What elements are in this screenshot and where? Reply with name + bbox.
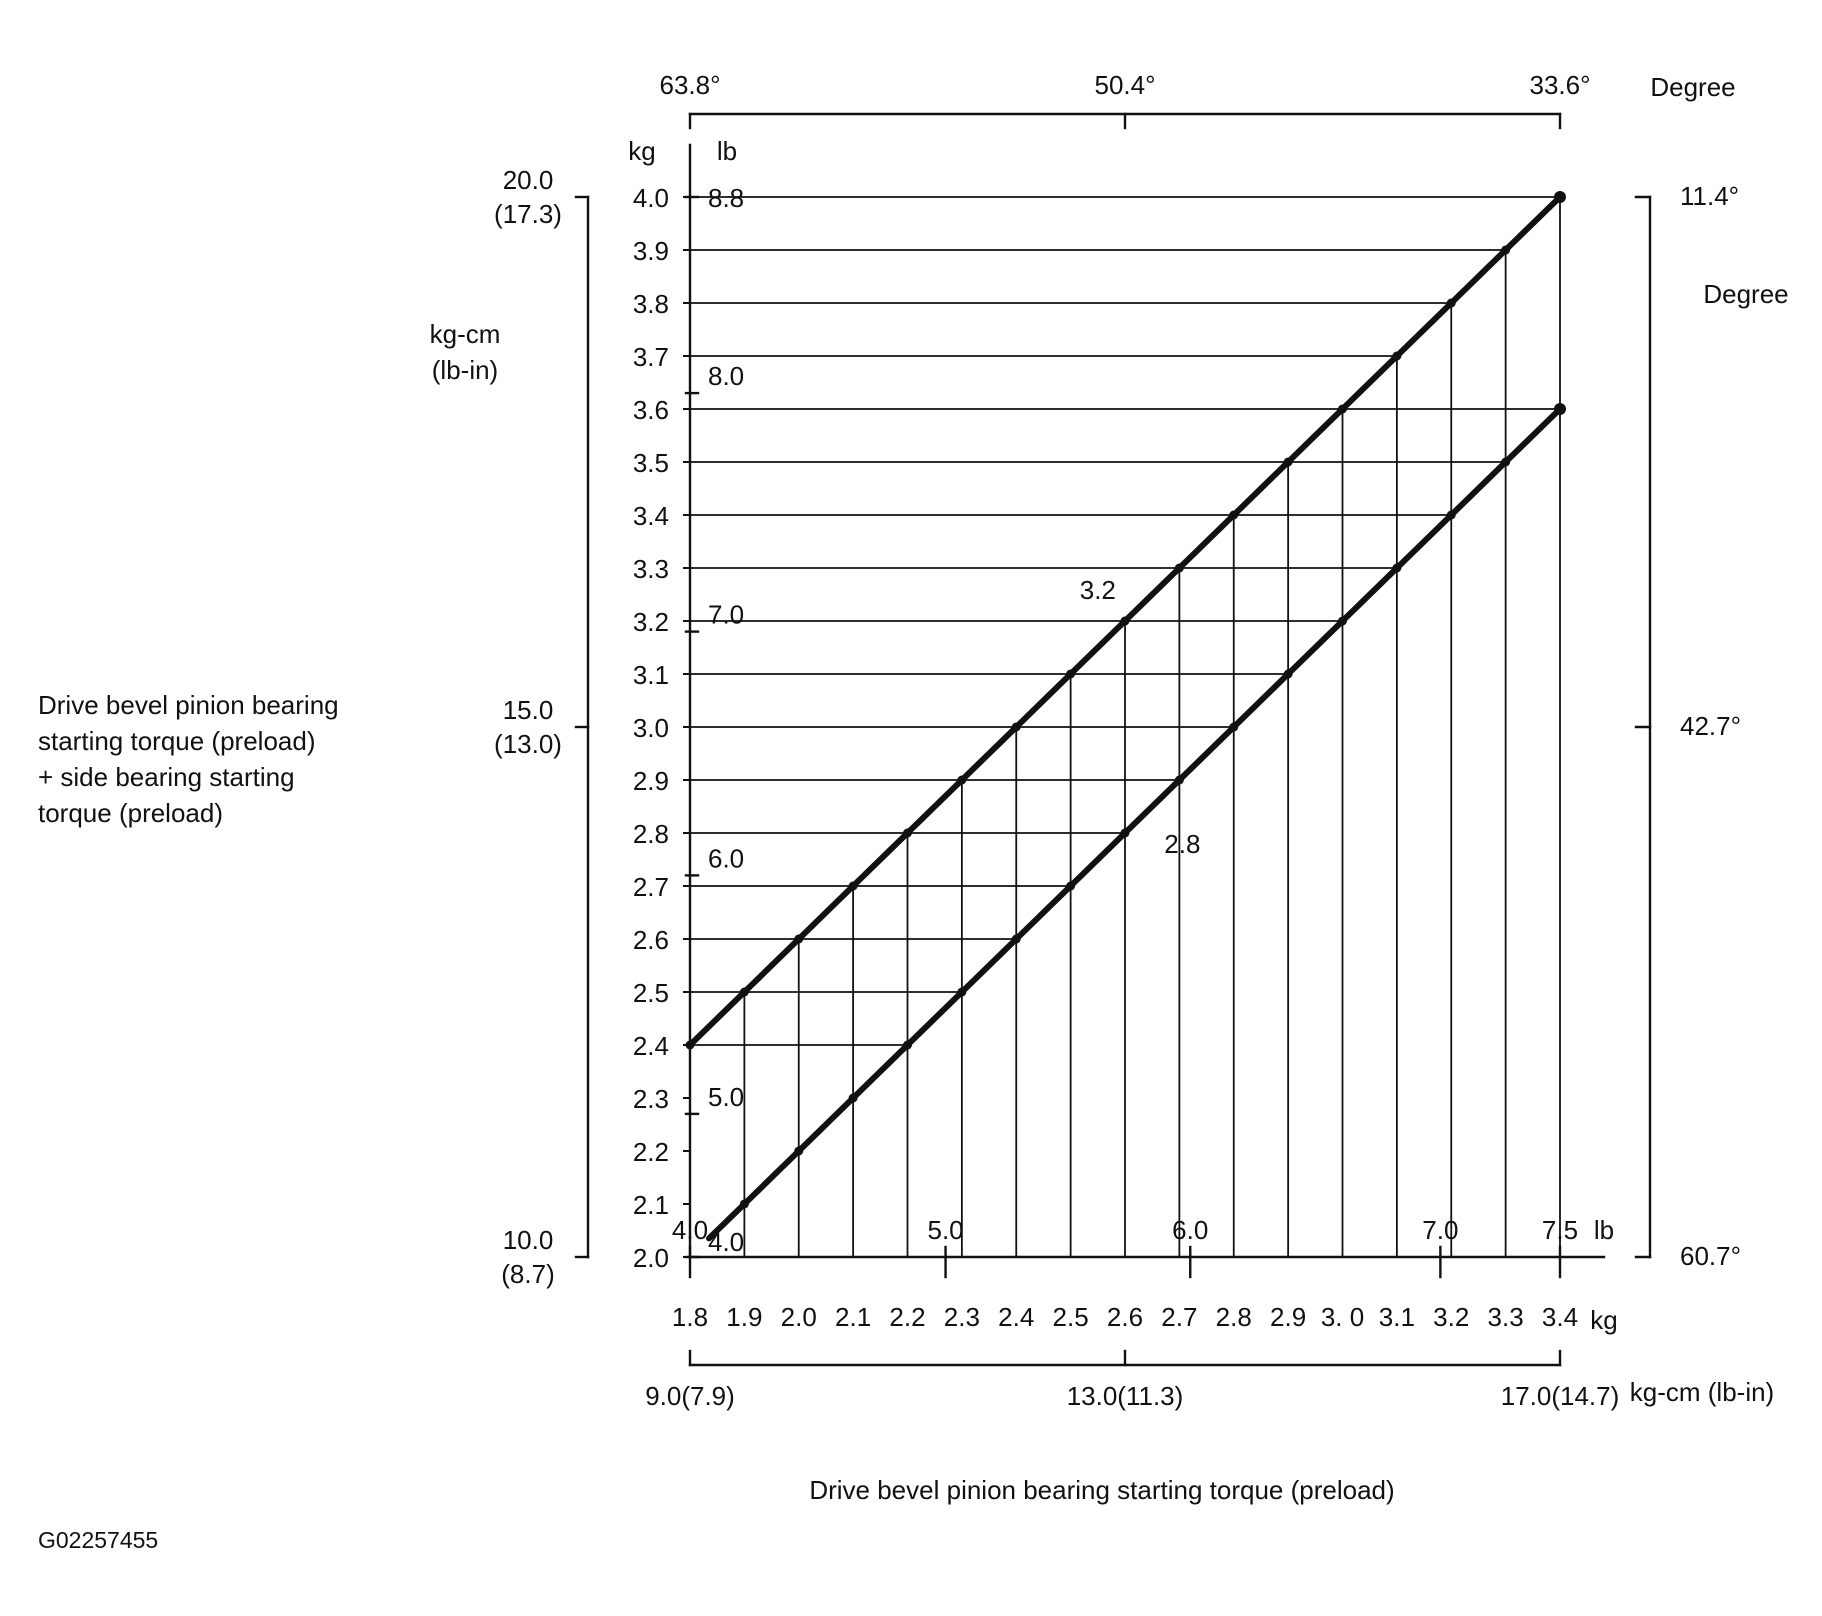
y-axis-title-line1: Drive bevel pinion bearing [38, 690, 339, 720]
x-kg-tick-label: 3.2 [1433, 1302, 1470, 1332]
labels [430, 70, 1789, 1411]
series-point-lower [1447, 511, 1456, 520]
series-point-upper [1012, 723, 1021, 732]
series-point-lower [1121, 829, 1130, 838]
x-lb-tick-label: 7.0 [1422, 1215, 1459, 1245]
y-kg-tick-label: 2.7 [632, 872, 669, 902]
x-lb-tick-label: 4.0 [671, 1215, 709, 1245]
y-axis-title-line3: + side bearing starting [38, 762, 295, 792]
x-kg-tick-label: 2.9 [1270, 1302, 1307, 1332]
series-point-upper [1447, 299, 1456, 308]
series-point-upper [1392, 352, 1401, 361]
right-degree-label: 60.7° [1680, 1241, 1742, 1271]
left-kgcm-sublabel: (8.7) [501, 1259, 555, 1289]
series-label-upper: 3.2 [1079, 575, 1116, 605]
x-kg-tick-label: 3.3 [1487, 1302, 1524, 1332]
y-lb-tick-label: 7.0 [708, 599, 745, 630]
series-point-upper [740, 988, 749, 997]
y-kg-tick-label: 2.4 [632, 1031, 669, 1061]
y-kg-tick-label: 3.4 [632, 501, 669, 531]
y-lb-tick-label: 8.0 [708, 361, 745, 392]
left-kgcm-label: 15.0 [502, 695, 554, 725]
series-point-upper [1501, 246, 1510, 255]
series-point-lower [903, 1041, 912, 1050]
y-lb-tick-label: 4.0 [708, 1227, 745, 1257]
x-kg-tick-label: 2.7 [1161, 1302, 1198, 1332]
series-point-upper [1066, 670, 1075, 679]
y-kg-tick-label: 2.5 [632, 978, 669, 1008]
x-kg-tick-label: 2.2 [889, 1302, 926, 1332]
series-point-lower [1012, 935, 1021, 944]
y-axis-title-line2: starting torque (preload) [38, 726, 316, 756]
left-kgcm-unit-line2: (lb-in) [431, 355, 499, 385]
series-point-lower [957, 988, 966, 997]
series-point-upper [1554, 191, 1566, 203]
top-degree-unit: Degree [1650, 72, 1736, 102]
series-line-lower [709, 409, 1560, 1238]
y-kg-tick-label: 2.8 [632, 819, 669, 849]
y-kg-tick-label: 2.9 [632, 766, 669, 796]
x-kg-tick-label: 2.5 [1052, 1302, 1089, 1332]
x-kgcm-label: 9.0(7.9) [645, 1381, 735, 1411]
series-point-upper [1229, 511, 1238, 520]
y-axis-title-line4: torque (preload) [38, 798, 223, 828]
y-kg-tick-label: 3.5 [632, 448, 669, 478]
x-kg-tick-label: 2.1 [835, 1302, 872, 1332]
top-degree-label: 33.6° [1529, 70, 1591, 100]
series-point-upper [903, 829, 912, 838]
axes [576, 114, 1650, 1365]
series-point-lower [1066, 882, 1075, 891]
x-kg-tick-label: 1.9 [726, 1302, 763, 1332]
x-kg-tick-label: 3.1 [1378, 1302, 1415, 1332]
x-kg-tick-label: 2.3 [943, 1302, 980, 1332]
y-kg-tick-label: 2.2 [632, 1137, 669, 1167]
y-kg-tick-label: 2.0 [632, 1243, 669, 1273]
series-point-lower [849, 1094, 858, 1103]
right-degree-label: 11.4° [1680, 181, 1740, 211]
series-point-lower [1175, 776, 1184, 785]
y-lb-tick-label: 6.0 [708, 843, 745, 874]
y-lb-unit: lb [716, 136, 738, 166]
y-kg-tick-label: 3.6 [632, 395, 669, 425]
series-point-lower [794, 1147, 803, 1156]
y-kg-tick-label: 3.3 [632, 554, 669, 584]
top-degree-label: 63.8° [659, 70, 721, 100]
series-point-lower [1229, 723, 1238, 732]
x-lb-unit: lb [1593, 1215, 1615, 1245]
series-point-lower [1338, 617, 1347, 626]
y-kg-unit: kg [628, 136, 656, 166]
series-point-upper [1175, 564, 1184, 573]
x-kgcm-label: 13.0(11.3) [1066, 1381, 1184, 1411]
y-kg-tick-label: 3.1 [632, 660, 669, 690]
figure-id: G02257455 [38, 1527, 159, 1553]
left-kgcm-unit-line1: kg-cm [429, 319, 501, 349]
x-kg-tick-label: 2.6 [1106, 1302, 1144, 1332]
series-point-upper [849, 882, 858, 891]
x-kg-tick-label: 2.8 [1215, 1302, 1252, 1332]
series-label-lower: 2.8 [1164, 829, 1201, 859]
y-kg-tick-label: 2.3 [632, 1084, 669, 1114]
x-kg-unit: kg [1590, 1305, 1618, 1335]
y-lb-tick-label: 8.8 [708, 183, 745, 213]
series-point-upper [686, 1041, 695, 1050]
x-axis-title: Drive bevel pinion bearing starting torque (preload) [809, 1475, 1395, 1505]
left-kgcm-sublabel: (17.3) [494, 199, 562, 229]
x-kg-tick-label: 3. 0 [1320, 1302, 1365, 1332]
series-point-upper [794, 935, 803, 944]
x-lb-tick-label: 6.0 [1172, 1215, 1209, 1245]
x-kg-tick-label: 3.4 [1541, 1302, 1579, 1332]
grid [690, 197, 1560, 1257]
left-kgcm-label: 20.0 [502, 165, 554, 195]
y-lb-tick-label: 5.0 [708, 1081, 745, 1112]
x-kgcm-unit: kg-cm (lb-in) [1629, 1377, 1775, 1407]
y-kg-tick-label: 3.0 [632, 713, 669, 743]
right-degree-unit: Degree [1703, 279, 1789, 309]
series-point-upper [957, 776, 966, 785]
series-point-upper [1284, 458, 1293, 467]
y-kg-tick-label: 3.9 [632, 236, 669, 266]
x-lb-tick-label: 5.0 [927, 1215, 964, 1245]
series-point-lower [1392, 564, 1401, 573]
y-kg-tick-label: 2.1 [632, 1190, 669, 1220]
series-point-lower [740, 1200, 749, 1209]
y-kg-tick-label: 3.8 [632, 289, 669, 319]
x-kg-tick-label: 2.0 [780, 1302, 817, 1332]
series-point-upper [1121, 617, 1130, 626]
top-degree-label: 50.4° [1094, 70, 1156, 100]
y-kg-tick-label: 3.7 [632, 342, 669, 372]
left-kgcm-label: 10.0 [502, 1225, 554, 1255]
x-kg-tick-label: 2.4 [998, 1302, 1035, 1332]
left-kgcm-sublabel: (13.0) [494, 729, 562, 759]
y-kg-tick-label: 2.6 [632, 925, 669, 955]
x-lb-tick-label: 7.5 [1541, 1215, 1579, 1245]
series-point-lower [1284, 670, 1293, 679]
x-kg-tick-label: 1.8 [671, 1302, 709, 1332]
y-kg-tick-label: 4.0 [632, 183, 669, 213]
right-degree-label: 42.7° [1680, 711, 1742, 741]
series-point-upper [1338, 405, 1347, 414]
x-kgcm-label: 17.0(14.7) [1500, 1381, 1620, 1411]
series-point-lower [1554, 403, 1566, 415]
y-kg-tick-label: 3.2 [632, 607, 669, 637]
series-point-lower [1501, 458, 1510, 467]
